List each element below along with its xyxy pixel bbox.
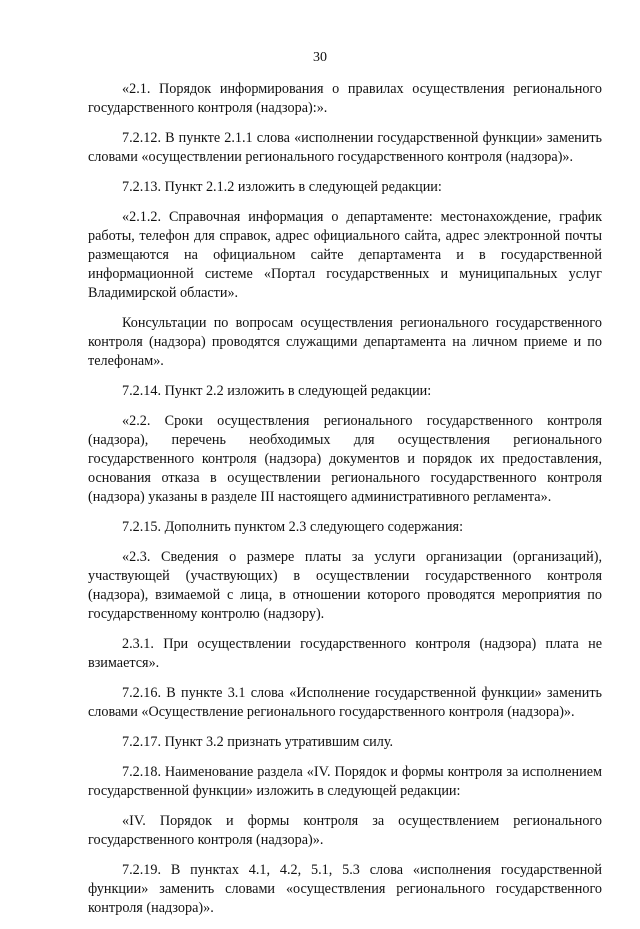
paragraph-7-2-18: 7.2.18. Наименование раздела «IV. Порядок и формы контроля за исполнением государственной функции» изложить в следующей редакции: [88,764,602,799]
paragraph-2-1-2: «2.1.2. Справочная информация о департаменте: местонахождение, график работы, телефон для справок, адрес официального сайта, адрес электронной почты размещаются на официальном сайте департамента и в государственной информационной системе «Портал государственных и муниципальных услуг Владимирской области». [88,209,602,301]
page-number: 30 [313,50,327,65]
paragraph-consultations: Консультации по вопросам осуществления регионального государственного контроля (надзора) проводятся служащими департамента на личном приеме и по телефонам». [88,315,602,369]
document-body [88,80,602,929]
paragraph-7-2-19: 7.2.19. В пунктах 4.1, 4.2, 5.1, 5.3 слова «исполнения государственной функции» заменить словами «осуществления регионального государственного контроля (надзора)». [88,862,602,916]
paragraph-7-2-16: 7.2.16. В пункте 3.1 слова «Исполнение государственной функции» заменить словами «Осуществление регионального государственного контроля (надзора)». [88,685,602,720]
paragraph-7-2-15: 7.2.15. Дополнить пунктом 2.3 следующего содержания: [122,519,464,535]
paragraph-section-iv-title: «IV. Порядок и формы контроля за осуществлением регионального государственного контроля (надзора)». [88,813,602,848]
paragraph-2-2: «2.2. Сроки осуществления регионального государственного контроля (надзора), перечень необходимых для осуществления регионального государственного контроля (надзора) документов и порядок их предоставления, основания отказа в осуществлении регионального государственного контроля (надзора) указаны в разделе III настоящего административного регламента». [88,413,602,505]
paragraph-7-2-13: 7.2.13. Пункт 2.1.2 изложить в следующей редакции: [122,179,442,195]
paragraph-7-2-12: 7.2.12. В пункте 2.1.1 слова «исполнении государственной функции» заменить словами «осуществлении регионального государственного контроля (надзора)». [88,130,602,165]
paragraph-2-1-heading: «2.1. Порядок информирования о правилах осуществления регионального государственного контроля (надзора):». [88,81,602,116]
paragraph-7-2-17: 7.2.17. Пункт 3.2 признать утратившим силу. [122,734,394,750]
paragraph-7-2-14: 7.2.14. Пункт 2.2 изложить в следующей редакции: [122,383,432,399]
paragraph-2-3-1: 2.3.1. При осуществлении государственного контроля (надзора) плата не взимается». [88,636,602,671]
paragraph-2-3: «2.3. Сведения о размере платы за услуги организации (организаций), участвующей (участвующих) в осуществлении государственного контроля (надзора), взимаемой с лица, в отношении которого проводятся мероприятия по государственному контролю (надзору). [88,549,602,622]
